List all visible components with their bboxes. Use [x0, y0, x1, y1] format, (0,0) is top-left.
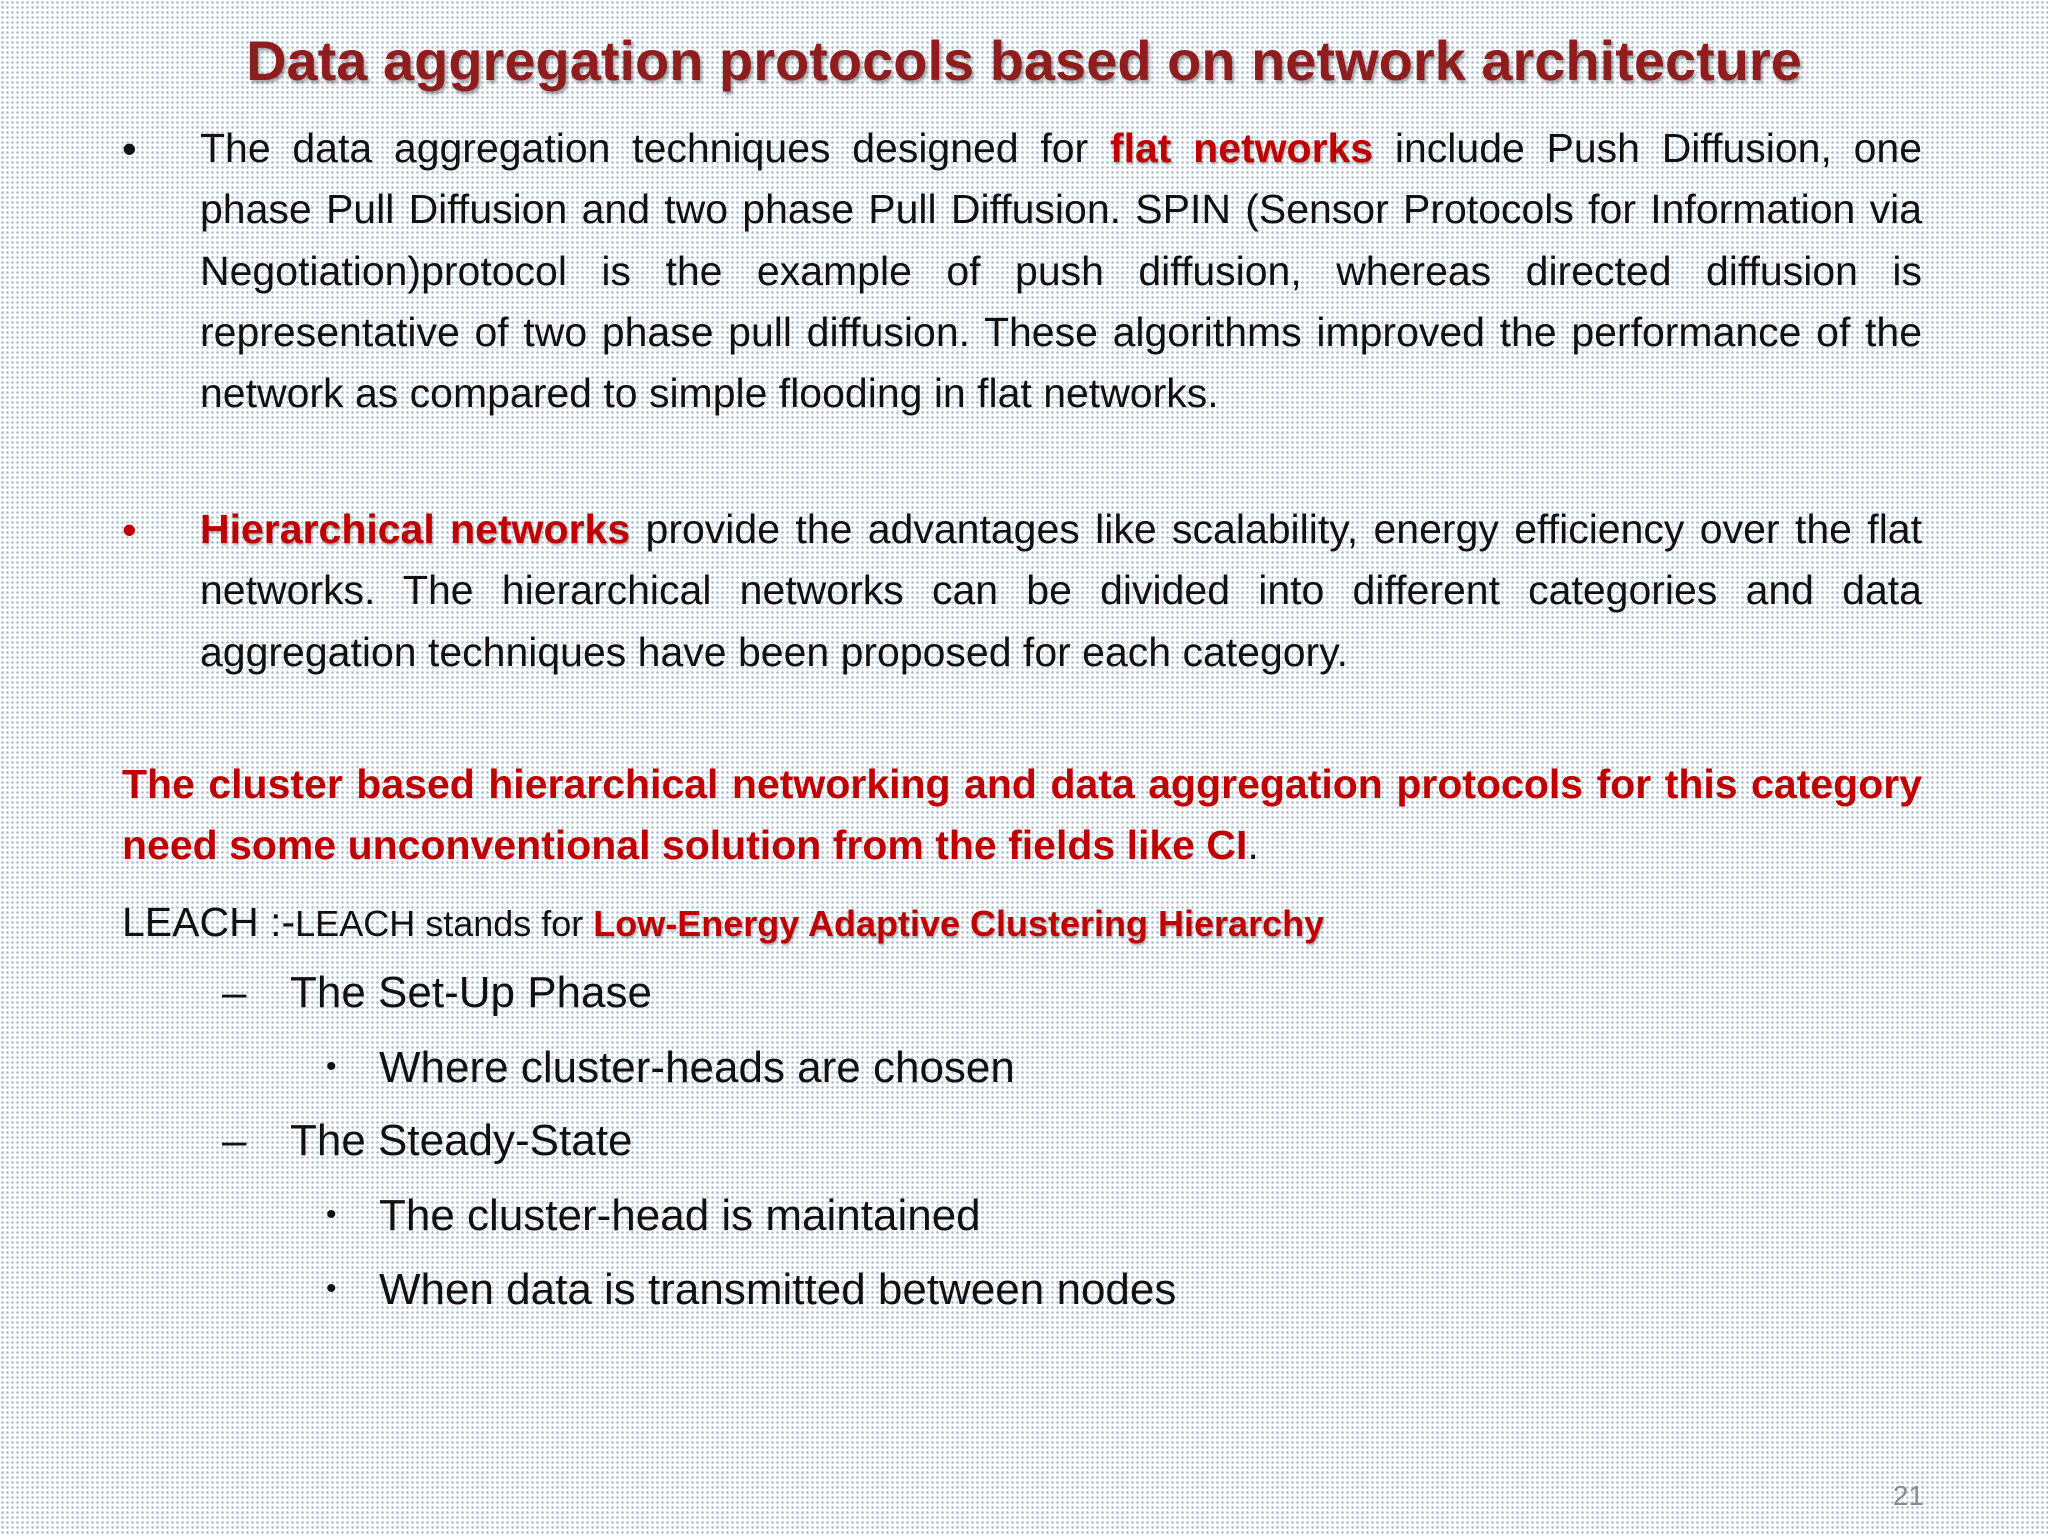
leach-full-name: Low-Energy Adaptive Clustering Hierarchy [593, 903, 1325, 944]
phase-name: The Steady-State [290, 1116, 633, 1165]
bullet-marker: • [122, 125, 137, 172]
cluster-based-note-period: . [1247, 822, 1259, 868]
leach-stands-for: LEACH stands for [295, 903, 594, 944]
phase-name: The Set-Up Phase [290, 968, 652, 1017]
bullet-marker: • [326, 1272, 337, 1305]
cluster-based-note [122, 754, 1922, 876]
slide-title: Data aggregation protocols based on network architecture [246, 29, 1802, 92]
dash-marker: – [222, 968, 247, 1017]
hierarchical-networks-highlight: Hierarchical networks [200, 506, 631, 552]
cluster-based-note-text: The cluster based hierarchical networking and data aggregation protocols for this category need some unconventional solution from the fields like CI [122, 761, 1922, 868]
phase-setup [222, 963, 652, 1023]
bullet-lead-text: The data aggregation techniques designed for [200, 125, 1110, 171]
bullet-marker: • [326, 1198, 337, 1231]
phase-detail-text: The cluster-head is maintained [379, 1191, 981, 1240]
bullet-rest-text: provide the advantages like scalability, energy efficiency over the flat networks. The hierarchical networks can be divided into different categories and data aggregation techniques have been proposed for each category. [200, 506, 1923, 675]
page-number: 21 [1892, 1480, 1924, 1511]
phase-steady-state [222, 1111, 632, 1171]
bullet-text [200, 499, 1922, 683]
bullet-rest-text: include Push Diffusion, one phase Pull Diffusion and two phase Pull Diffusion. SPIN (Sensor Protocols for Information via Negotiation)protocol is the example of push diffusion, whereas directed diffusion is representative of two phase pull diffusion. These algorithms improved the performance of the network as compared to simple flooding in flat networks. [200, 125, 1922, 417]
bullet-marker: • [122, 506, 137, 553]
flat-networks-highlight: flat networks [1109, 125, 1374, 171]
dash-marker: – [222, 1116, 247, 1165]
bullet-marker: • [326, 1050, 337, 1083]
phase-detail [326, 1037, 1015, 1098]
phase-detail [326, 1259, 1176, 1320]
phase-detail-text: When data is transmitted between nodes [379, 1265, 1177, 1314]
phase-detail-text: Where cluster-heads are chosen [379, 1043, 1015, 1092]
bullet-flat-networks [122, 118, 1922, 424]
bullet-text [200, 118, 1922, 424]
leach-label: LEACH :- [122, 899, 296, 945]
phase-detail [326, 1185, 981, 1246]
leach-definition [122, 892, 1324, 954]
bullet-hierarchical-networks [122, 499, 1922, 683]
